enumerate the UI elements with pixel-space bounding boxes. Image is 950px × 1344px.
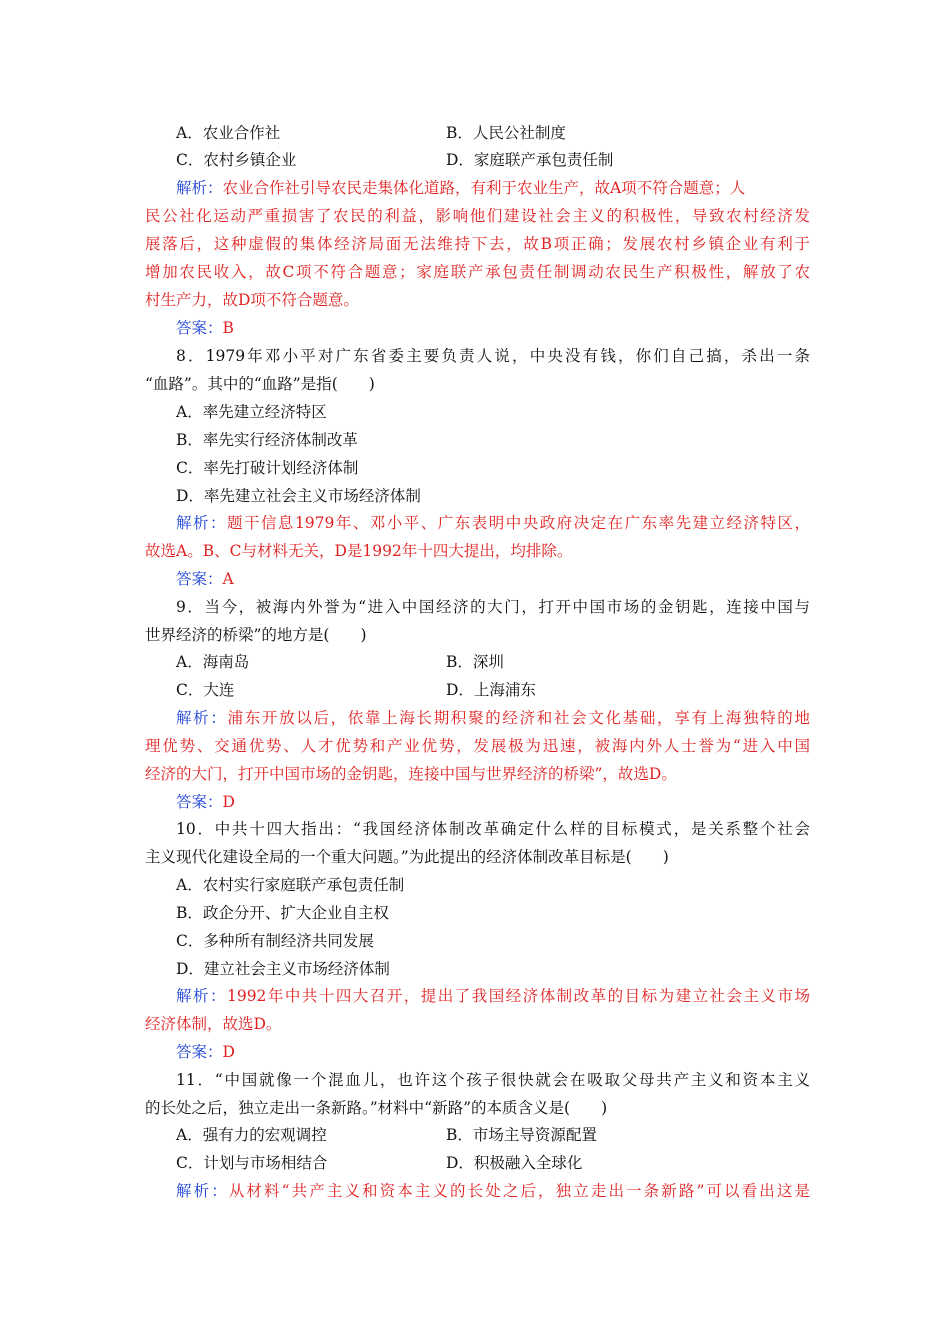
q9-analysis-line: 经济的大门，打开中国市场的金钥匙，连接中国与世界经济的桥梁”，故选D。 xyxy=(145,765,677,783)
q11-stem-line: 11．“中国就像一个混血儿，也许这个孩子很快就会在吸取父母共产主义和资本主义 xyxy=(176,1071,810,1089)
q11-option-b: B．市场主导资源配置 xyxy=(446,1126,597,1144)
q10-analysis-line: 经济体制，故选D。 xyxy=(145,1015,282,1033)
q7-analysis-line: 民公社化运动严重损害了农民的利益，影响他们建设社会主义的积极性，导致农村经济发 xyxy=(145,207,810,225)
q10-option-b: B．政企分开、扩大企业自主权 xyxy=(176,904,389,922)
q10-stem-line: 主义现代化建设全局的一个重大问题。”为此提出的经济体制改革目标是( ) xyxy=(145,848,669,866)
q9-analysis-line: 解析：浦东开放以后，依靠上海长期积聚的经济和社会文化基础，享有上海独特的地 xyxy=(176,709,810,727)
q7-option-a: A．农业合作社 xyxy=(176,124,281,142)
q9-option-b: B．深圳 xyxy=(446,653,504,671)
q7-analysis-line: 解析：农业合作社引导农民走集体化道路，有利于农业生产，故A项不符合题意；人 xyxy=(176,179,746,197)
q10-option-a: A．农村实行家庭联产承包责任制 xyxy=(176,876,405,894)
q8-option-b: B．率先实行经济体制改革 xyxy=(176,431,358,449)
q9-option-a: A．海南岛 xyxy=(176,653,250,671)
q9-stem-line: 9．当今，被海内外誉为“进入中国经济的大门，打开中国市场的金钥匙，连接中国与 xyxy=(176,598,810,616)
q10-analysis-line: 解析：1992年中共十四大召开，提出了我国经济体制改革的目标为建立社会主义市场 xyxy=(176,987,810,1005)
q7-analysis-line: 增加农民收入，故C项不符合题意；家庭联产承包责任制调动农民生产积极性，解放了农 xyxy=(145,263,810,281)
q9-option-c: C．大连 xyxy=(176,681,235,699)
q11-stem-line: 的长处之后，独立走出一条新路。”材料中“新路”的本质含义是( ) xyxy=(145,1099,608,1117)
q8-answer: 答案：A xyxy=(176,570,234,588)
q8-analysis-line: 故选A。B、C与材料无关，D是1992年十四大提出，均排除。 xyxy=(145,542,573,560)
q10-option-d: D．建立社会主义市场经济体制 xyxy=(176,960,390,978)
q9-analysis-line: 理优势、交通优势、人才优势和产业优势，发展极为迅速，被海内外人士誉为“进入中国 xyxy=(145,737,810,755)
q10-stem-line: 10．中共十四大指出：“我国经济体制改革确定什么样的目标模式，是关系整个社会 xyxy=(176,820,810,838)
q10-option-c: C．多种所有制经济共同发展 xyxy=(176,932,374,950)
q8-option-c: C．率先打破计划经济体制 xyxy=(176,459,359,477)
analysis-label: 解析： xyxy=(176,179,223,197)
q8-stem-line: 8．1979年邓小平对广东省委主要负责人说，中央没有钱，你们自己搞，杀出一条 xyxy=(176,347,810,365)
q8-analysis-line: 解析：题干信息1979年、邓小平、广东表明中央政府决定在广东率先建立经济特区， xyxy=(176,514,810,532)
q10-answer: 答案：D xyxy=(176,1043,235,1061)
q7-answer: 答案：B xyxy=(176,319,234,337)
q9-answer: 答案：D xyxy=(176,793,235,811)
q7-option-c: C．农村乡镇企业 xyxy=(176,151,297,169)
q11-option-c: C．计划与市场相结合 xyxy=(176,1154,328,1172)
q8-stem-line: “血路”。其中的“血路”是指( ) xyxy=(145,375,375,393)
q8-option-a: A．率先建立经济特区 xyxy=(176,403,327,421)
q11-analysis-line: 解析：从材料“共产主义和资本主义的长处之后，独立走出一条新路”可以看出这是 xyxy=(176,1182,810,1200)
q8-option-d: D．率先建立社会主义市场经济体制 xyxy=(176,487,421,505)
q7-analysis-line: 展落后，这种虚假的集体经济局面无法维持下去，故B项正确；发展农村乡镇企业有利于 xyxy=(145,235,810,253)
q11-option-a: A．强有力的宏观调控 xyxy=(176,1126,327,1144)
q9-stem-line: 世界经济的桥梁”的地方是( ) xyxy=(145,626,367,644)
q7-option-b: B．人民公社制度 xyxy=(446,124,566,142)
q11-option-d: D．积极融入全球化 xyxy=(446,1154,583,1172)
q9-option-d: D．上海浦东 xyxy=(446,681,536,699)
q7-option-d: D．家庭联产承包责任制 xyxy=(446,151,614,169)
q7-analysis-line: 村生产力，故D项不符合题意。 xyxy=(145,291,359,309)
